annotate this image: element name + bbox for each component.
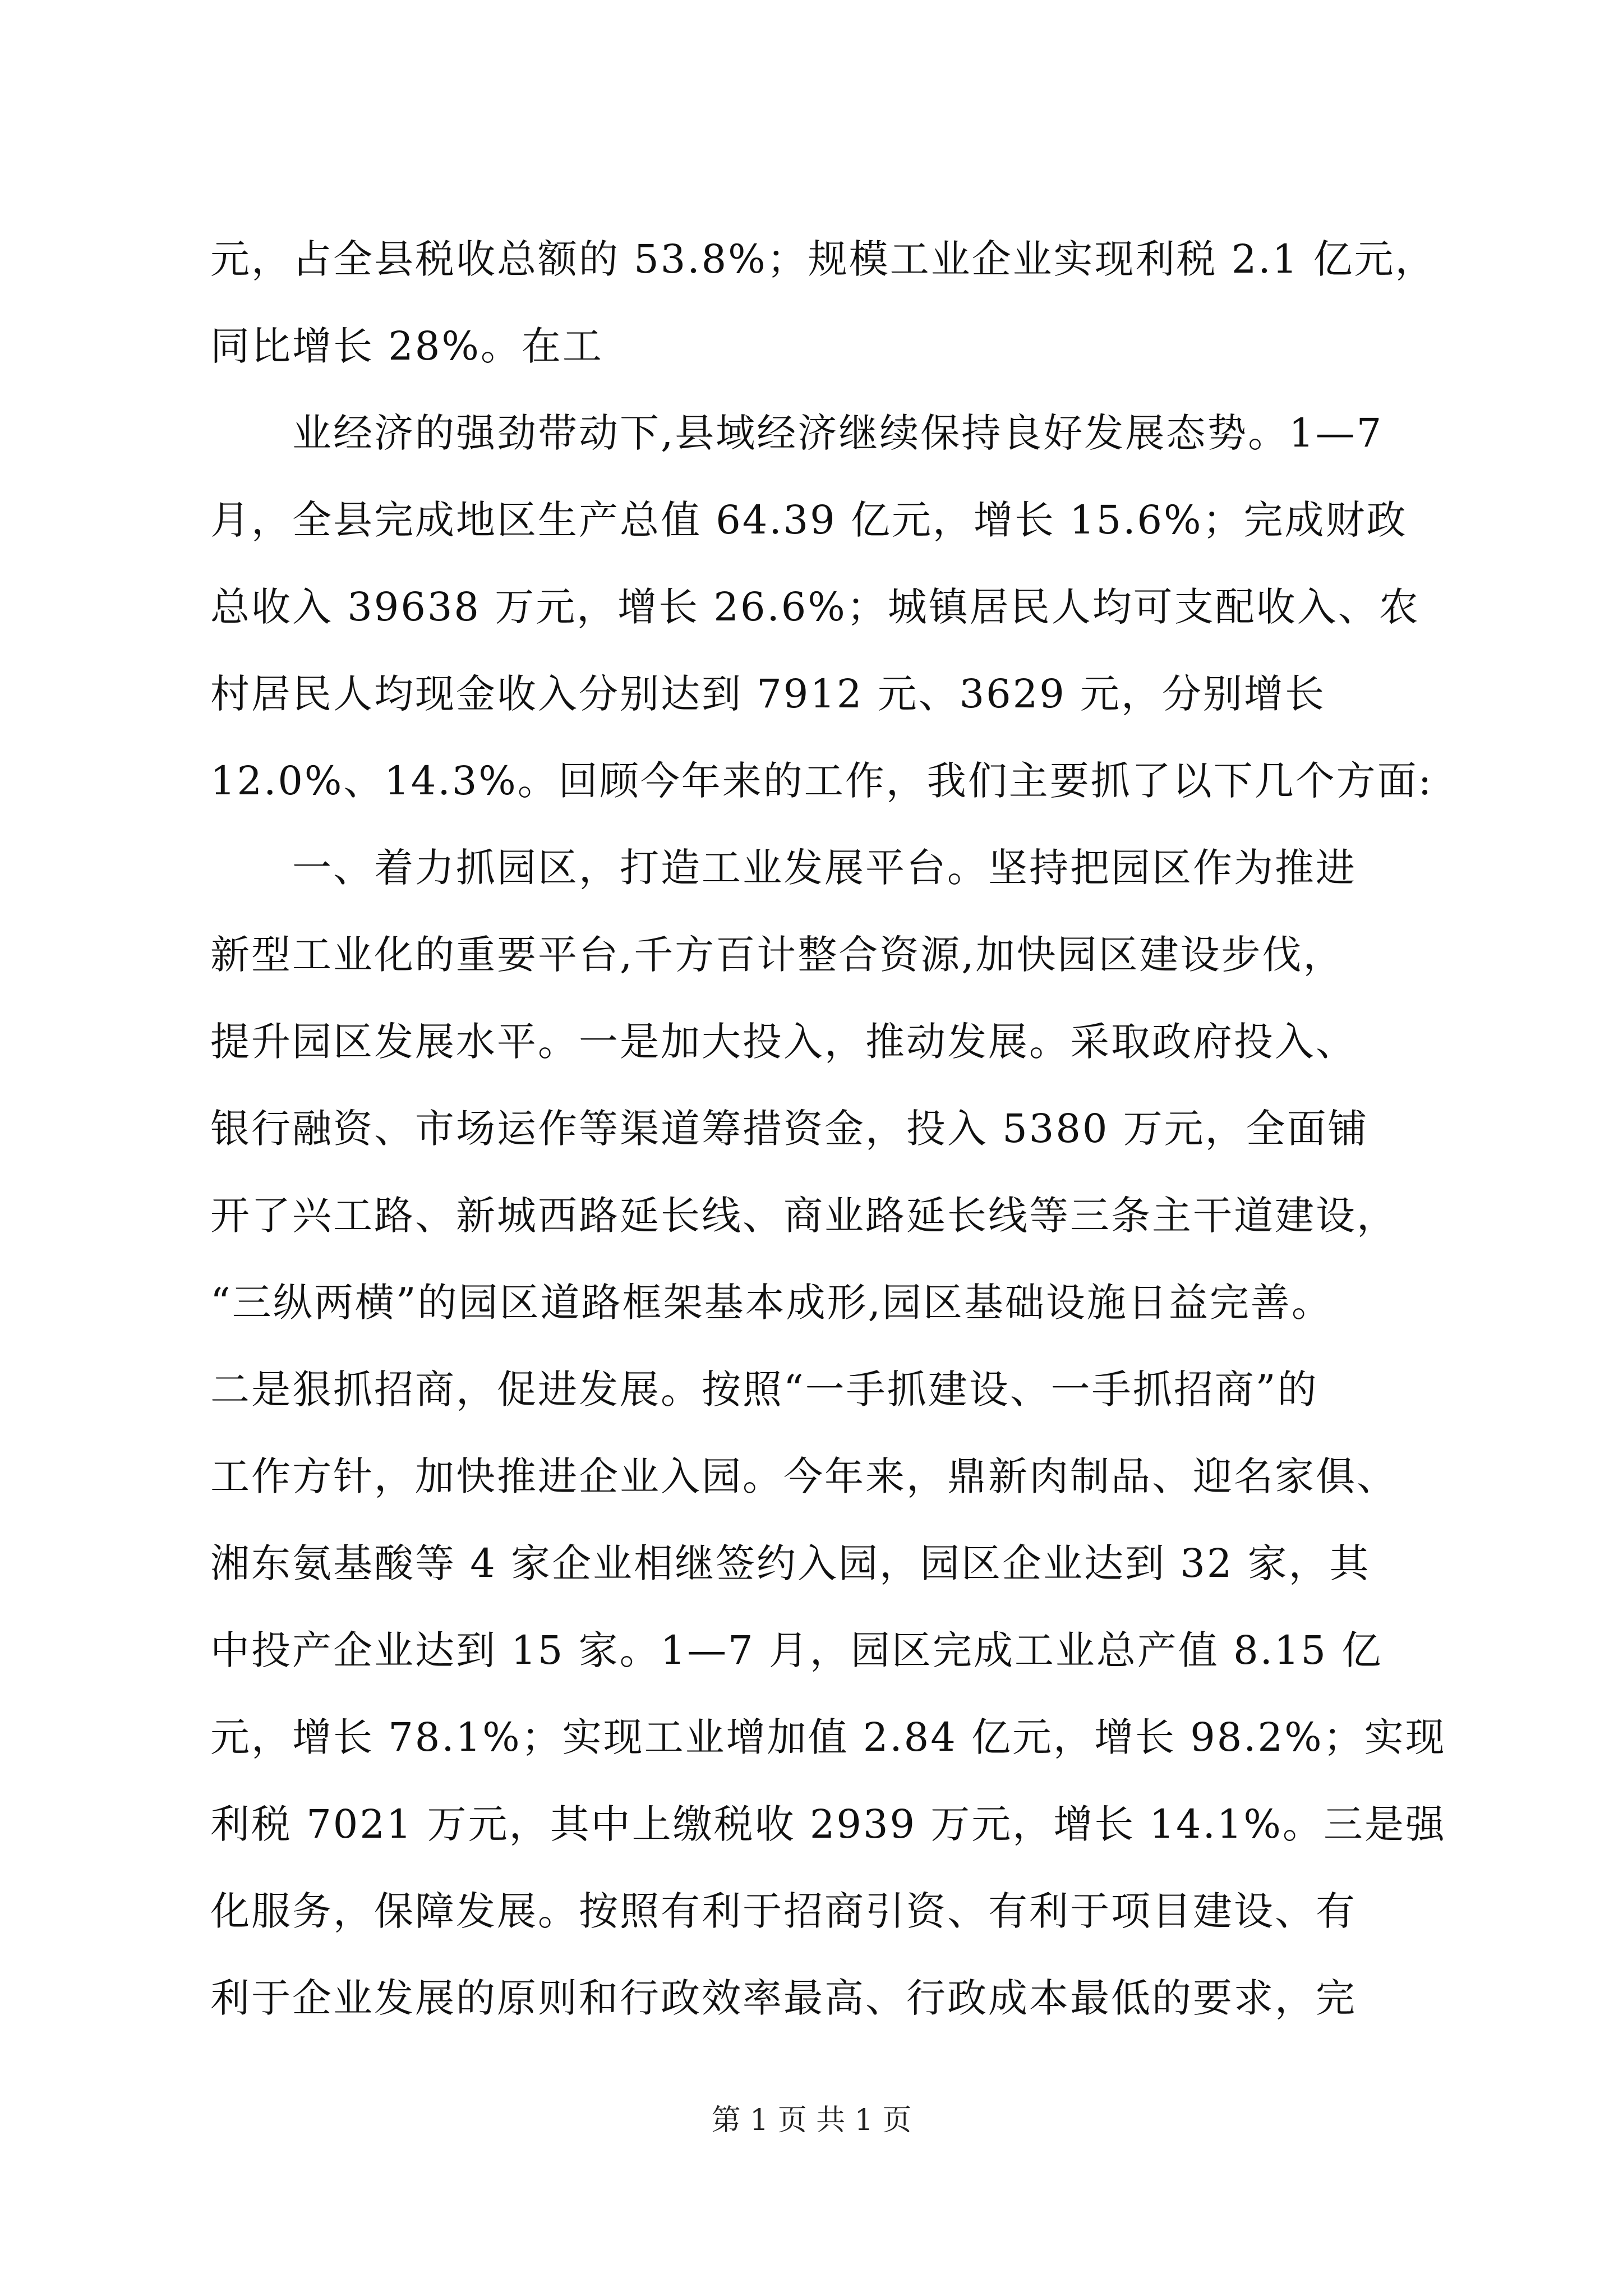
text-line: “三纵两横”的园区道路框架基本成形,园区基础设施日益完善。 — [210, 1280, 1332, 1326]
text-line: 元，增长 78.1%；实现工业增加值 2.84 亿元，增长 98.2%；实现 — [210, 1714, 1446, 1760]
text-line: 元，占全县税收总额的 53.8%；规模工业企业实现利税 2.1 亿元， — [210, 236, 1436, 282]
text-line: 利于企业发展的原则和行政效率最高、行政成本最低的要求，完 — [210, 1975, 1357, 2021]
text-line: 总收入 39638 万元，增长 26.6%；城镇居民人均可支配收入、农 — [210, 584, 1420, 630]
text-line: 同比增长 28%。在工 — [210, 323, 603, 369]
text-line: 月，全县完成地区生产总值 64.39 亿元，增长 15.6%；完成财政 — [210, 497, 1408, 543]
text-line: 新型工业化的重要平台,千方百计整合资源,加快园区建设步伐， — [210, 932, 1344, 978]
text-line: 中投产企业达到 15 家。1—7 月，园区完成工业总产值 8.15 亿 — [210, 1627, 1383, 1673]
page-number-label: 第 1 页 共 1 页 — [711, 2104, 912, 2137]
text-line: 12.0%、14.3%。回顾今年来的工作，我们主要抓了以下几个方面: — [210, 758, 1433, 804]
text-line: 一、着力抓园区，打造工业发展平台。坚持把园区作为推进 — [210, 845, 1357, 891]
text-line: 利税 7021 万元，其中上缴税收 2939 万元，增长 14.1%。三是强 — [210, 1801, 1446, 1847]
page-footer — [0, 2098, 1623, 2143]
text-line: 提升园区发展水平。一是加大投入，推动发展。采取政府投入、 — [210, 1019, 1357, 1065]
text-line: 银行融资、市场运作等渠道筹措资金，投入 5380 万元，全面铺 — [210, 1106, 1369, 1152]
text-line: 化服务，保障发展。按照有利于招商引资、有利于项目建设、有 — [210, 1888, 1357, 1934]
text-line: 村居民人均现金收入分别达到 7912 元、3629 元，分别增长 — [210, 671, 1326, 717]
text-line: 湘东氨基酸等 4 家企业相继签约入园，园区企业达到 32 家，其 — [210, 1540, 1371, 1586]
text-line: 开了兴工路、新城西路延长线、商业路延长线等三条主干道建设， — [210, 1193, 1398, 1239]
text-line: 业经济的强劲带动下,县域经济继续保持良好发展态势。1—7 — [210, 410, 1384, 456]
text-line: 工作方针，加快推进企业入园。今年来，鼎新肉制品、迎名家俱、 — [210, 1453, 1398, 1499]
body-text — [210, 216, 1446, 2042]
text-line: 二是狠抓招商，促进发展。按照“一手抓建设、一手抓招商”的 — [210, 1366, 1318, 1412]
